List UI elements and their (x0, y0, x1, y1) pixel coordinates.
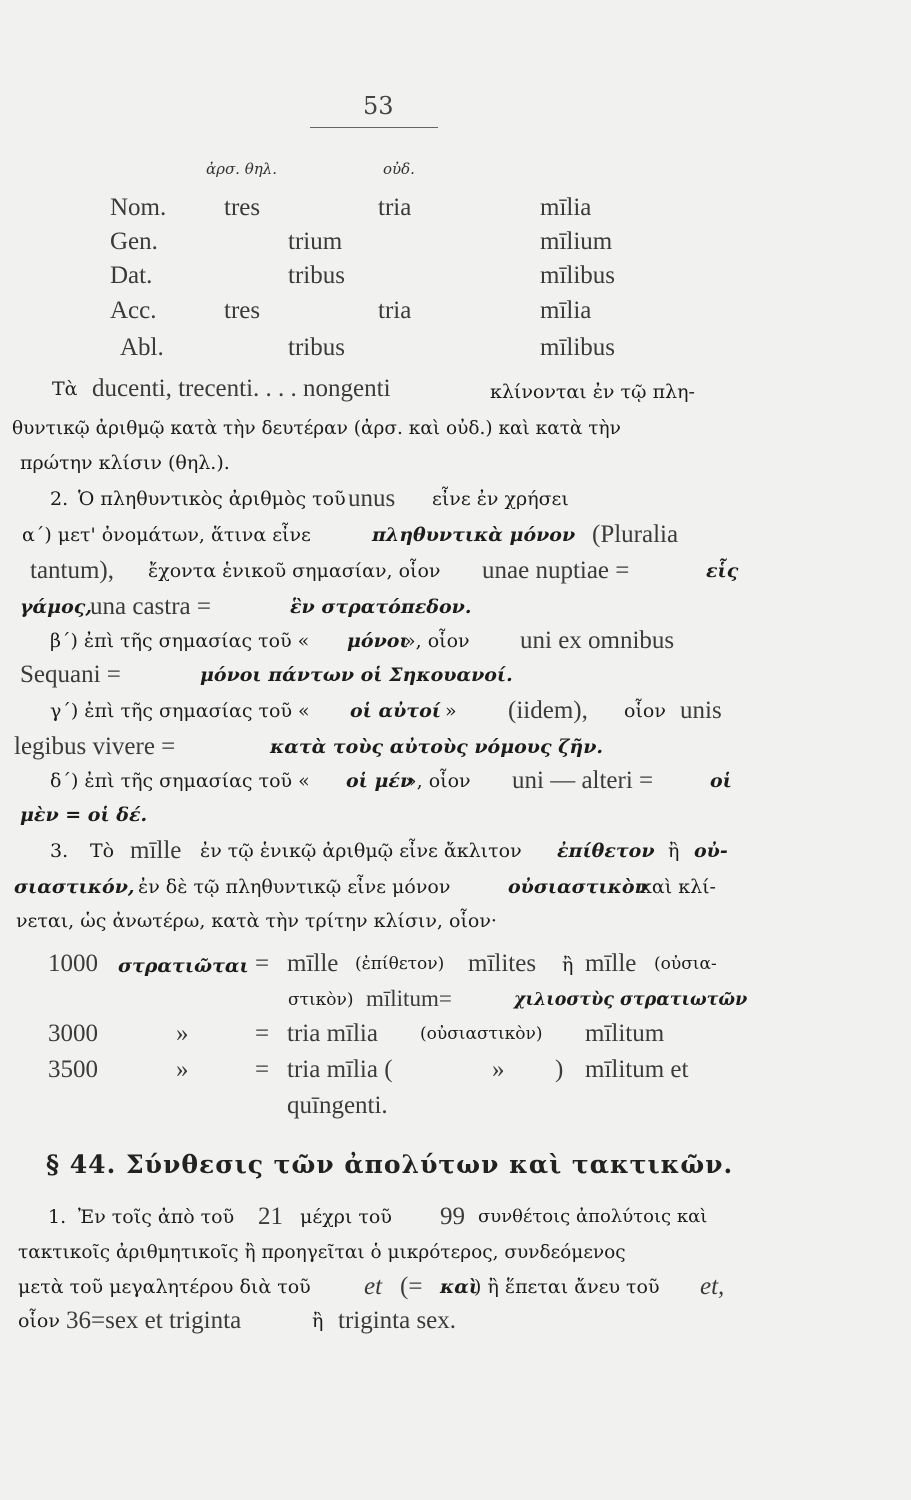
latin-text: tantum), (30, 557, 115, 584)
section-number: 1. (48, 1206, 67, 1228)
text: οἷον (624, 700, 666, 722)
ditto-mark: » (492, 1056, 505, 1083)
case-label: Dat. (110, 262, 153, 289)
emphasis-text: σιαστικόν, (14, 876, 135, 898)
table-cell: tria (378, 194, 412, 221)
ditto-mark: » (176, 1020, 189, 1047)
number: 99 (440, 1203, 465, 1230)
emphasis-text: χιλιοστὺς στρατιωτῶν (514, 990, 748, 1010)
emphasis-text: κατὰ τοὺς αὐτοὺς νόμους ζῆν. (270, 736, 604, 758)
page-number: 53 (363, 92, 394, 120)
text: νεται, ὡς ἀνωτέρω, κατὰ τὴν τρίτην κλίσιν, οἷον· (16, 910, 497, 932)
table-cell: mīlia (540, 194, 592, 221)
table-cell: trium (288, 228, 343, 255)
table-cell: mīlibus (540, 262, 616, 289)
text: καὶ κλί- (640, 876, 716, 898)
text: Ὁ πληθυντικὸς ἀριθμὸς τοῦ (78, 488, 346, 510)
latin-text: ducenti, trecenti. . . . nongenti (92, 375, 391, 402)
emphasis-text: πληθυντικὰ μόνον (372, 524, 576, 546)
latin-text: (iidem), (508, 697, 588, 724)
number: 1000 (48, 950, 98, 977)
emphasis-text: μόνοι πάντων οἱ Σηκουανοί. (200, 664, 513, 686)
table-cell: tria (378, 297, 412, 324)
text: πρώτην κλίσιν (θηλ.). (20, 452, 230, 474)
latin-text: unis (680, 697, 722, 724)
text: β΄) ἐπὶ τῆς σημασίας τοῦ « (50, 630, 310, 652)
section-heading: § 44. Σύνθεσις τῶν ἀπολύτων καὶ τακτικῶν. (46, 1150, 734, 1179)
latin-text: mīlle (130, 837, 182, 864)
latin-text: unae nuptiae = (482, 557, 630, 584)
latin-text: Sequani = (20, 661, 121, 688)
column-header-neuter: οὐδ. (383, 160, 415, 178)
text: » (445, 700, 457, 722)
equals: = (255, 950, 270, 977)
emphasis-text: οὐσιαστικὸν (508, 876, 648, 898)
text: », οἷον (404, 630, 470, 652)
text: δ΄) ἐπὶ τῆς σημασίας τοῦ « (50, 770, 310, 792)
number: 3000 (48, 1020, 98, 1047)
latin-text: 36=sex et triginta (66, 1307, 242, 1334)
text: (= (400, 1273, 423, 1300)
ditto-mark: » (176, 1056, 189, 1083)
emphasis-text: ἓν στρατόπεδον. (290, 596, 472, 618)
emphasis-text: καὶ (440, 1276, 479, 1298)
latin-text: unus (348, 485, 396, 512)
text: Τὸ (90, 840, 115, 862)
text: Τὰ (52, 378, 78, 400)
latin-text: tria mīlia (287, 1020, 378, 1047)
emphasis-text: μόνοι (347, 630, 409, 652)
equals: = (255, 1056, 270, 1083)
text: (οὐσια- (654, 954, 717, 974)
text: μέχρι τοῦ (300, 1206, 392, 1228)
latin-text: et (364, 1273, 383, 1300)
text: (ἐπίθετον) (355, 954, 445, 974)
table-cell: tribus (288, 334, 345, 361)
text: ἐν δὲ τῷ πληθυντικῷ εἶνε μόνον (138, 876, 451, 898)
emphasis-text: εἷς (706, 560, 739, 582)
section-number: 2. (50, 488, 69, 510)
emphasis-text: μὲν = οἱ δέ. (20, 804, 148, 826)
latin-text: mīlitum et (585, 1056, 689, 1083)
text: μετὰ τοῦ μεγαλητέρου διὰ τοῦ (18, 1276, 311, 1298)
latin-text: legibus vivere = (14, 733, 176, 760)
case-label: Abl. (120, 334, 164, 361)
text: ἢ (562, 954, 574, 976)
latin-text: mīlitum= (366, 986, 452, 1011)
column-header-masc-fem: ἀρσ. θηλ. (206, 160, 278, 178)
latin-text: triginta sex. (338, 1307, 457, 1334)
text: οἷον (18, 1310, 60, 1332)
table-cell: tribus (288, 262, 345, 289)
number: 21 (258, 1203, 283, 1230)
text: στικὸν) (288, 990, 354, 1010)
latin-text: mīlitum (585, 1020, 665, 1047)
text: ἢ (668, 840, 680, 862)
text: ἐν τῷ ἑνικῷ ἀριθμῷ εἶνε ἄκλιτον (200, 840, 522, 862)
header-rule (310, 127, 438, 128)
text: θυντικῷ ἀριθμῷ κατὰ τὴν δευτέραν (ἀρσ. καὶ οὐδ.) καὶ κατὰ τὴν (12, 418, 621, 439)
case-label: Acc. (110, 297, 157, 324)
text: τακτικοῖς ἀριθμητικοῖς ἢ προηγεῖται ὁ μικρότερος, συνδεόμενος (18, 1242, 626, 1263)
text: », οἷον (405, 770, 471, 792)
emphasis-text: γάμος, (20, 596, 92, 618)
latin-text: uni ex omnibus (520, 627, 675, 654)
text: (οὐσιαστικὸν) (420, 1024, 543, 1044)
latin-text: mīlites (468, 950, 537, 977)
number: 3500 (48, 1056, 98, 1083)
case-label: Gen. (110, 228, 158, 255)
emphasis-text: ἐπίθετον (557, 840, 655, 862)
text: ἢ (312, 1310, 324, 1332)
text: ἔχοντα ἑνικοῦ σημασίαν, οἷον (148, 560, 441, 582)
latin-text: et, (700, 1273, 725, 1300)
text: γ΄) ἐπὶ τῆς σημασίας τοῦ « (50, 700, 310, 722)
emphasis-text: οὐ- (694, 840, 728, 862)
text: Ἐν τοῖς ἀπὸ τοῦ (78, 1206, 235, 1228)
emphasis-text: οἱ (710, 770, 732, 792)
text: εἶνε ἐν χρήσει (432, 488, 569, 510)
equals: = (255, 1020, 270, 1047)
latin-text: una castra = (90, 593, 211, 620)
text: κλίνονται ἐν τῷ πλη- (490, 381, 695, 403)
latin-text: uni — alteri = (512, 767, 654, 794)
text: συνθέτοις ἀπολύτοις καὶ (478, 1206, 708, 1227)
latin-text: quīngenti. (287, 1092, 388, 1119)
latin-text: tria mīlia ( (287, 1056, 393, 1083)
table-cell: mīlia (540, 297, 592, 324)
table-cell: tres (224, 194, 261, 221)
latin-text: (Pluralia (592, 521, 679, 548)
emphasis-text: οἱ μέν (346, 770, 414, 792)
table-cell: tres (224, 297, 261, 324)
table-cell: mīlium (540, 228, 613, 255)
section-number: 3. (50, 840, 69, 862)
text: ) ἢ ἕπεται ἄνευ τοῦ (474, 1276, 660, 1298)
latin-text: mīlle (287, 950, 339, 977)
table-cell: mīlibus (540, 334, 616, 361)
latin-text: ) (555, 1056, 564, 1083)
emphasis-text: οἱ αὐτοί (350, 700, 441, 722)
case-label: Nom. (110, 194, 167, 221)
text: α΄) μετ' ὀνομάτων, ἅτινα εἶνε (22, 524, 311, 546)
latin-text: mīlle (585, 950, 637, 977)
emphasis-text: στρατιῶται (118, 955, 249, 977)
